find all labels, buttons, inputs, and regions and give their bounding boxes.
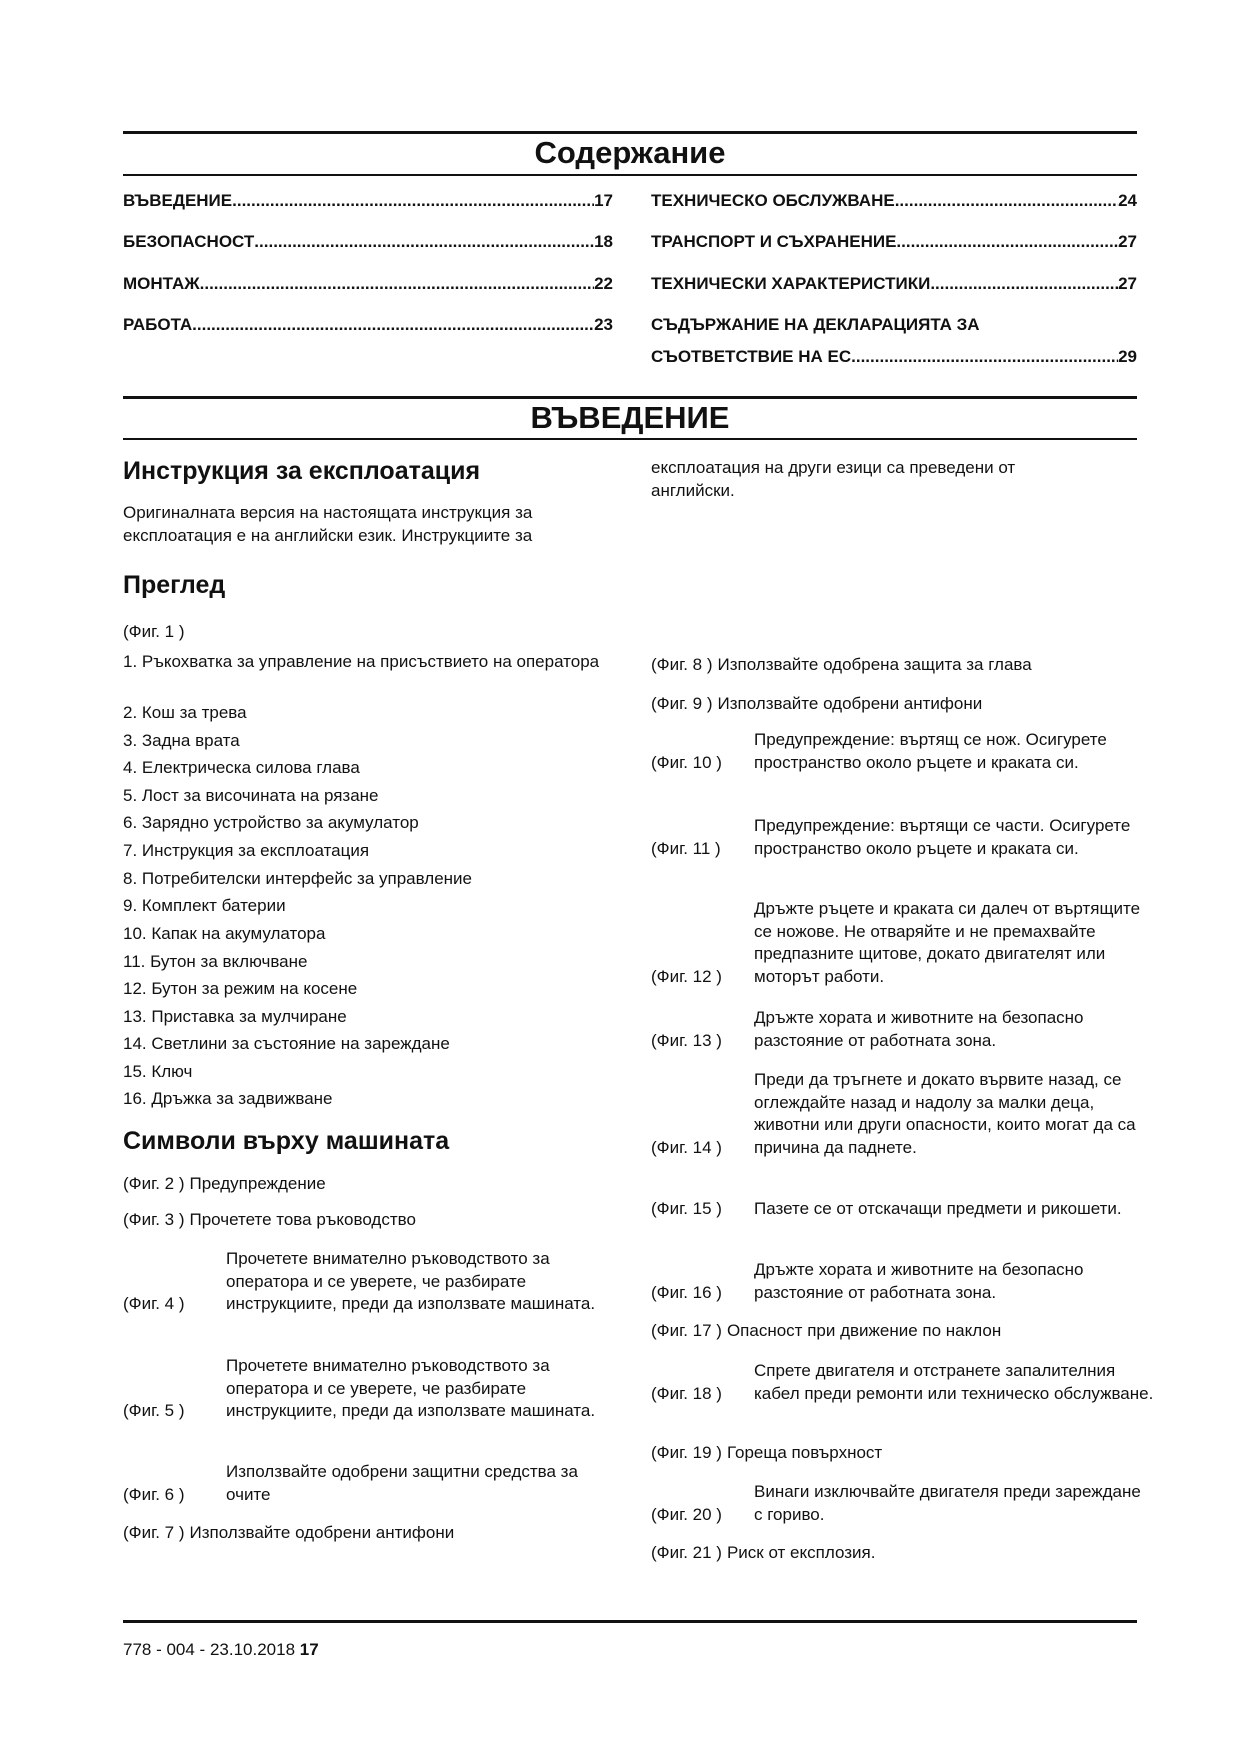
symbol-row (123, 1248, 626, 1316)
toc-entry[interactable] (123, 232, 613, 252)
figure-ref: (Фиг. 10 ) (651, 752, 722, 772)
overview-list-item: 16. Дръжка за задвижване (123, 1089, 333, 1108)
footer (123, 1639, 319, 1662)
figure-ref: (Фиг. 13 ) (651, 1030, 722, 1050)
symbol-description: Гореща повърхност (726, 1443, 883, 1462)
toc-entry[interactable] (123, 274, 613, 294)
toc-entry-page: 22 (594, 274, 613, 293)
section-rule-top (123, 396, 1137, 399)
figure-ref: (Фиг. 4 ) (123, 1294, 185, 1313)
figure-ref: (Фиг. 11 ) (651, 838, 721, 858)
toc-entry-label: БЕЗОПАСНОСТ (123, 232, 255, 251)
symbol-row (651, 1542, 1127, 1565)
symbol-row (651, 1069, 1154, 1159)
symbol-description: Пазете се от отскачащи предмети и рикошети. (754, 1199, 1122, 1218)
figure-ref: (Фиг. 9 ) (651, 694, 713, 713)
toc-entry-label: ВЪВЕДЕНИЕ (123, 191, 233, 210)
overview-list-item: 2. Кош за трева (123, 703, 247, 722)
figure-ref: (Фиг. 17 ) (651, 1321, 722, 1340)
symbol-description: Дръжте хората и животните на безопасно разстояние от работната зона. (754, 1260, 1084, 1302)
toc-entry-page: 27 (1118, 232, 1137, 251)
toc-leader (192, 315, 594, 335)
overview-list-item: 10. Капак на акумулатора (123, 924, 326, 943)
toc-leader (896, 232, 1118, 252)
figure-ref: (Фиг. 21 ) (651, 1543, 722, 1562)
symbol-row (123, 1522, 590, 1545)
overview-list-item: 9. Комплект батерии (123, 896, 286, 915)
symbol-description: Спрете двигателя и отстранете запалителния кабел преди ремонти или техническо обслужване. (754, 1361, 1154, 1403)
symbols-heading: Символи върху машината (123, 1127, 450, 1155)
symbol-row (651, 1442, 1127, 1465)
symbol-description: Дръжте ръцете и краката си далеч от въртящите се ножове. Не отваряйте и не премахвайте предпазните щитове, докато двигателят или моторът работи. (754, 899, 1141, 986)
symbol-description: Прочетете това ръководство (189, 1210, 416, 1229)
overview-list-item: 7. Инструкция за експлоатация (123, 841, 370, 860)
symbol-description: Риск от експлозия. (726, 1543, 876, 1562)
overview-list-item: 11. Бутон за включване (123, 952, 308, 971)
symbol-row (123, 1209, 590, 1232)
section-rule-bottom (123, 438, 1137, 440)
toc-entry-label: СЪОТВЕТСТВИЕ НА ЕС (651, 347, 852, 366)
top-rule (123, 131, 1137, 134)
symbol-description: Използвайте одобрени защитни средства за очите (226, 1462, 578, 1504)
symbol-row (651, 815, 1154, 860)
figure-ref: (Фиг. 6 ) (123, 1484, 185, 1504)
footer-rule (123, 1620, 1137, 1623)
figure-ref: (Фиг. 7 ) (123, 1523, 185, 1542)
toc-entry-label: ТЕХНИЧЕСКИ ХАРАКТЕРИСТИКИ (651, 274, 931, 293)
toc-entry[interactable] (123, 191, 613, 211)
symbol-row (651, 1259, 1154, 1304)
overview-list-item: 3. Задна врата (123, 731, 240, 750)
symbol-row (651, 1007, 1154, 1052)
figure-ref: (Фиг. 5 ) (123, 1401, 185, 1420)
toc-rule (123, 174, 1137, 176)
symbol-description: Дръжте хората и животните на безопасно разстояние от работната зона. (754, 1008, 1084, 1050)
section-title: ВЪВЕДЕНИЕ (530, 400, 730, 435)
manual-heading: Инструкция за експлоатация (123, 457, 481, 485)
overview-list-item: 12. Бутон за режим на косене (123, 979, 358, 998)
symbol-description: Прочетете внимателно ръководството за оператора и се уверете, че разбирате инструкциите, преди да използвате машината. (226, 1356, 596, 1420)
toc-entry-page: 24 (1118, 191, 1137, 210)
symbol-description: Използвайте одобрена защита за глава (717, 655, 1032, 674)
symbol-row (651, 898, 1154, 988)
toc-entry[interactable] (651, 347, 1137, 367)
toc-leader (895, 191, 1118, 211)
footer-page: 17 (299, 1640, 319, 1659)
overview-list-item: 4. Електрическа силова глава (123, 758, 360, 777)
figure-ref: (Фиг. 2 ) (123, 1174, 185, 1193)
symbol-row (651, 1481, 1154, 1526)
symbol-row (123, 1173, 590, 1196)
overview-fig-ref: (Фиг. 1 ) (123, 622, 185, 641)
overview-list-item: 13. Приставка за мулчиране (123, 1007, 347, 1026)
symbol-description: Опасност при движение по наклон (726, 1321, 1002, 1340)
toc-title: Содержание (534, 135, 726, 170)
figure-ref: (Фиг. 15 ) (651, 1199, 722, 1218)
toc-entry-page: 23 (594, 315, 613, 334)
toc-entry[interactable] (651, 315, 1137, 335)
toc-entry-label: МОНТАЖ (123, 274, 200, 293)
manual-text: Оригиналната версия на настоящата инструкция за експлоатация е на английски език. Инструкциите за (123, 503, 533, 545)
figure-ref: (Фиг. 8 ) (651, 655, 713, 674)
symbol-description: Винаги изключвайте двигателя преди зареждане с гориво. (754, 1482, 1141, 1524)
symbol-description: Предупреждение: въртящ се нож. Осигурете пространство около ръцете и краката си. (754, 730, 1107, 772)
toc-entry-page: 27 (1118, 274, 1137, 293)
toc-entry-page: 18 (594, 232, 613, 251)
toc-entry-page: 17 (594, 191, 613, 210)
toc-entry-label: СЪДЪРЖАНИЕ НА ДЕКЛАРАЦИЯТА ЗА (651, 315, 980, 334)
figure-ref: (Фиг. 12 ) (651, 966, 722, 986)
toc-entry-label: ТЕХНИЧЕСКО ОБСЛУЖВАНЕ (651, 191, 895, 210)
overview-list-item: 15. Ключ (123, 1062, 193, 1081)
symbol-row (651, 693, 1118, 716)
symbol-row (651, 1360, 1154, 1405)
symbol-row (651, 729, 1154, 774)
toc-leader (200, 274, 594, 294)
toc-entry-page: 29 (1118, 347, 1137, 366)
overview-list-item: 1. Ръкохватка за управление на присъствието на оператора (123, 652, 600, 671)
toc-entry[interactable] (123, 315, 613, 335)
symbol-row (123, 1355, 626, 1423)
overview-heading: Преглед (123, 571, 226, 599)
symbol-description: Използвайте одобрени антифони (717, 694, 983, 713)
overview-list-item: 8. Потребителски интерфейс за управление (123, 869, 472, 888)
toc-leader (232, 191, 594, 211)
overview-list-item: 14. Светлини за състояние на зареждане (123, 1034, 450, 1053)
manual-text-continued: експлоатация на други езици са преведени от английски. (651, 458, 1016, 500)
symbol-description: Предупреждение (189, 1174, 326, 1193)
overview-list-item: 5. Лост за височината на рязане (123, 786, 379, 805)
footer-doc: 778 - 004 - 23.10.2018 (123, 1640, 300, 1659)
symbol-row (651, 654, 1118, 677)
toc-entry-label: РАБОТА (123, 315, 193, 334)
symbol-row (123, 1461, 626, 1506)
figure-ref: (Фиг. 20 ) (651, 1504, 722, 1524)
symbol-description: Прочетете внимателно ръководството за оператора и се уверете, че разбирате инструкциите, преди да използвате машината. (226, 1249, 596, 1313)
toc-entry[interactable] (651, 274, 1137, 294)
toc-entry[interactable] (651, 191, 1137, 211)
symbol-description: Използвайте одобрени антифони (189, 1523, 455, 1542)
figure-ref: (Фиг. 14 ) (651, 1137, 722, 1157)
figure-ref: (Фиг. 19 ) (651, 1443, 722, 1462)
figure-ref: (Фиг. 3 ) (123, 1210, 185, 1229)
symbol-description: Предупреждение: въртящи се части. Осигурете пространство около ръцете и краката си. (754, 816, 1131, 858)
symbol-description: Преди да тръгнете и докато вървите назад, се оглеждайте назад и надолу за малки деца, животни или други опасности, които могат да са причина да паднете. (754, 1070, 1136, 1157)
toc-leader (930, 274, 1118, 294)
symbol-row (651, 1198, 1154, 1221)
toc-entry-label: ТРАНСПОРТ И СЪХРАНЕНИЕ (651, 232, 897, 251)
toc-leader (851, 347, 1118, 367)
overview-list-item: 6. Зарядно устройство за акумулатор (123, 813, 419, 832)
figure-ref: (Фиг. 16 ) (651, 1282, 722, 1302)
figure-ref: (Фиг. 18 ) (651, 1383, 722, 1403)
toc-leader (254, 232, 594, 252)
symbol-row (651, 1320, 1127, 1343)
toc-entry[interactable] (651, 232, 1137, 252)
